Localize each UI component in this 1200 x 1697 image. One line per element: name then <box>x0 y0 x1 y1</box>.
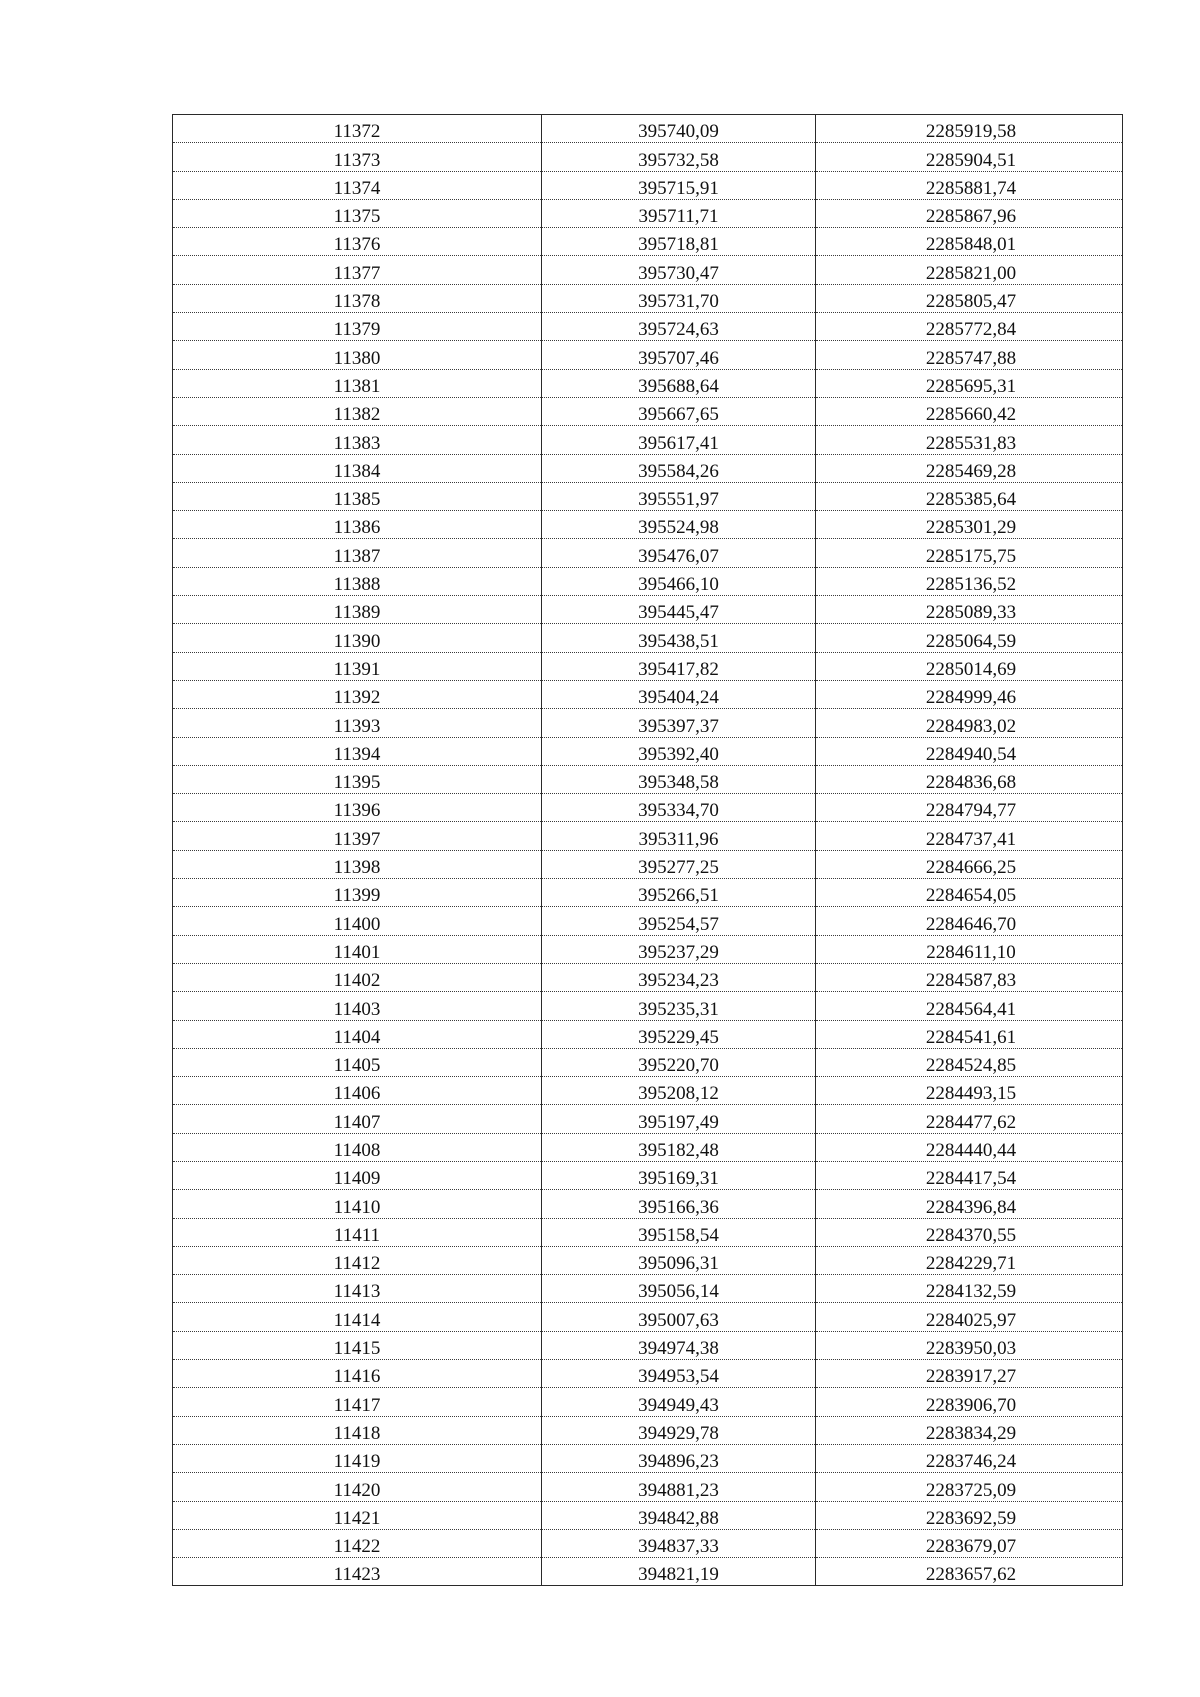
x-coordinate-cell: 395731,70 <box>542 284 816 312</box>
y-coordinate-cell: 2284524,85 <box>816 1048 1123 1076</box>
x-coordinate-cell: 395551,97 <box>542 482 816 510</box>
table-row <box>173 284 1123 312</box>
table-row <box>173 596 1123 624</box>
point-number-cell: 11403 <box>173 992 542 1020</box>
y-coordinate-cell: 2285089,33 <box>816 596 1123 624</box>
point-number-cell: 11397 <box>173 822 542 850</box>
table-row <box>173 228 1123 256</box>
point-number-cell: 11419 <box>173 1444 542 1472</box>
y-coordinate-cell: 2285385,64 <box>816 482 1123 510</box>
table-row <box>173 1501 1123 1529</box>
point-number-cell: 11379 <box>173 313 542 341</box>
x-coordinate-cell: 395182,48 <box>542 1133 816 1161</box>
point-number-cell: 11413 <box>173 1275 542 1303</box>
point-number-cell: 11391 <box>173 652 542 680</box>
x-coordinate-cell: 394837,33 <box>542 1529 816 1557</box>
point-number-cell: 11416 <box>173 1360 542 1388</box>
x-coordinate-cell: 394821,19 <box>542 1558 816 1586</box>
point-number-cell: 11404 <box>173 1020 542 1048</box>
table-row <box>173 1190 1123 1218</box>
x-coordinate-cell: 395197,49 <box>542 1105 816 1133</box>
point-number-cell: 11380 <box>173 341 542 369</box>
y-coordinate-cell: 2285772,84 <box>816 313 1123 341</box>
x-coordinate-cell: 395237,29 <box>542 935 816 963</box>
point-number-cell: 11388 <box>173 567 542 595</box>
x-coordinate-cell: 395235,31 <box>542 992 816 1020</box>
table-row <box>173 1303 1123 1331</box>
x-coordinate-cell: 395730,47 <box>542 256 816 284</box>
x-coordinate-cell: 394842,88 <box>542 1501 816 1529</box>
coordinates-table-body <box>173 115 1123 1586</box>
y-coordinate-cell: 2284132,59 <box>816 1275 1123 1303</box>
table-row <box>173 624 1123 652</box>
y-coordinate-cell: 2285904,51 <box>816 143 1123 171</box>
y-coordinate-cell: 2284587,83 <box>816 963 1123 991</box>
table-row <box>173 1161 1123 1189</box>
table-row <box>173 1105 1123 1133</box>
x-coordinate-cell: 395208,12 <box>542 1077 816 1105</box>
table-row <box>173 907 1123 935</box>
y-coordinate-cell: 2284999,46 <box>816 680 1123 708</box>
y-coordinate-cell: 2285301,29 <box>816 511 1123 539</box>
table-row <box>173 1246 1123 1274</box>
point-number-cell: 11417 <box>173 1388 542 1416</box>
table-row <box>173 1473 1123 1501</box>
table-row <box>173 1218 1123 1246</box>
x-coordinate-cell: 394896,23 <box>542 1444 816 1472</box>
point-number-cell: 11386 <box>173 511 542 539</box>
point-number-cell: 11407 <box>173 1105 542 1133</box>
x-coordinate-cell: 395229,45 <box>542 1020 816 1048</box>
point-number-cell: 11402 <box>173 963 542 991</box>
x-coordinate-cell: 394929,78 <box>542 1416 816 1444</box>
point-number-cell: 11401 <box>173 935 542 963</box>
x-coordinate-cell: 395056,14 <box>542 1275 816 1303</box>
point-number-cell: 11375 <box>173 199 542 227</box>
y-coordinate-cell: 2285064,59 <box>816 624 1123 652</box>
y-coordinate-cell: 2284541,61 <box>816 1020 1123 1048</box>
y-coordinate-cell: 2284370,55 <box>816 1218 1123 1246</box>
point-number-cell: 11381 <box>173 369 542 397</box>
x-coordinate-cell: 395334,70 <box>542 794 816 822</box>
table-row <box>173 454 1123 482</box>
y-coordinate-cell: 2284646,70 <box>816 907 1123 935</box>
point-number-cell: 11383 <box>173 426 542 454</box>
y-coordinate-cell: 2285136,52 <box>816 567 1123 595</box>
y-coordinate-cell: 2283950,03 <box>816 1331 1123 1359</box>
y-coordinate-cell: 2284440,44 <box>816 1133 1123 1161</box>
table-row <box>173 567 1123 595</box>
x-coordinate-cell: 395311,96 <box>542 822 816 850</box>
table-row <box>173 1020 1123 1048</box>
table-row <box>173 680 1123 708</box>
table-row <box>173 992 1123 1020</box>
x-coordinate-cell: 395166,36 <box>542 1190 816 1218</box>
table-row <box>173 199 1123 227</box>
point-number-cell: 11395 <box>173 765 542 793</box>
point-number-cell: 11420 <box>173 1473 542 1501</box>
table-row <box>173 1275 1123 1303</box>
table-row <box>173 426 1123 454</box>
y-coordinate-cell: 2284836,68 <box>816 765 1123 793</box>
y-coordinate-cell: 2283906,70 <box>816 1388 1123 1416</box>
point-number-cell: 11405 <box>173 1048 542 1076</box>
table-row <box>173 1388 1123 1416</box>
x-coordinate-cell: 395466,10 <box>542 567 816 595</box>
x-coordinate-cell: 395277,25 <box>542 850 816 878</box>
y-coordinate-cell: 2285805,47 <box>816 284 1123 312</box>
y-coordinate-cell: 2284666,25 <box>816 850 1123 878</box>
table-row <box>173 313 1123 341</box>
point-number-cell: 11377 <box>173 256 542 284</box>
y-coordinate-cell: 2283679,07 <box>816 1529 1123 1557</box>
x-coordinate-cell: 395096,31 <box>542 1246 816 1274</box>
y-coordinate-cell: 2284737,41 <box>816 822 1123 850</box>
table-row <box>173 850 1123 878</box>
point-number-cell: 11373 <box>173 143 542 171</box>
x-coordinate-cell: 395007,63 <box>542 1303 816 1331</box>
y-coordinate-cell: 2284654,05 <box>816 879 1123 907</box>
table-row <box>173 709 1123 737</box>
y-coordinate-cell: 2284417,54 <box>816 1161 1123 1189</box>
table-row <box>173 143 1123 171</box>
y-coordinate-cell: 2285848,01 <box>816 228 1123 256</box>
table-row <box>173 1416 1123 1444</box>
point-number-cell: 11412 <box>173 1246 542 1274</box>
x-coordinate-cell: 394881,23 <box>542 1473 816 1501</box>
table-row <box>173 935 1123 963</box>
x-coordinate-cell: 394949,43 <box>542 1388 816 1416</box>
point-number-cell: 11390 <box>173 624 542 652</box>
point-number-cell: 11409 <box>173 1161 542 1189</box>
table-row <box>173 1331 1123 1359</box>
table-row <box>173 1529 1123 1557</box>
y-coordinate-cell: 2285531,83 <box>816 426 1123 454</box>
y-coordinate-cell: 2284940,54 <box>816 737 1123 765</box>
table-row <box>173 879 1123 907</box>
y-coordinate-cell: 2284983,02 <box>816 709 1123 737</box>
point-number-cell: 11399 <box>173 879 542 907</box>
table-row <box>173 1444 1123 1472</box>
x-coordinate-cell: 395266,51 <box>542 879 816 907</box>
y-coordinate-cell: 2285867,96 <box>816 199 1123 227</box>
point-number-cell: 11392 <box>173 680 542 708</box>
x-coordinate-cell: 395348,58 <box>542 765 816 793</box>
point-number-cell: 11376 <box>173 228 542 256</box>
point-number-cell: 11422 <box>173 1529 542 1557</box>
point-number-cell: 11415 <box>173 1331 542 1359</box>
point-number-cell: 11414 <box>173 1303 542 1331</box>
y-coordinate-cell: 2285821,00 <box>816 256 1123 284</box>
table-row <box>173 369 1123 397</box>
y-coordinate-cell: 2285919,58 <box>816 115 1123 143</box>
y-coordinate-cell: 2283725,09 <box>816 1473 1123 1501</box>
x-coordinate-cell: 395724,63 <box>542 313 816 341</box>
x-coordinate-cell: 395584,26 <box>542 454 816 482</box>
point-number-cell: 11387 <box>173 539 542 567</box>
x-coordinate-cell: 395688,64 <box>542 369 816 397</box>
point-number-cell: 11410 <box>173 1190 542 1218</box>
x-coordinate-cell: 395220,70 <box>542 1048 816 1076</box>
x-coordinate-cell: 395438,51 <box>542 624 816 652</box>
point-number-cell: 11394 <box>173 737 542 765</box>
point-number-cell: 11411 <box>173 1218 542 1246</box>
x-coordinate-cell: 395417,82 <box>542 652 816 680</box>
table-row <box>173 822 1123 850</box>
table-row <box>173 171 1123 199</box>
table-row <box>173 1048 1123 1076</box>
point-number-cell: 11389 <box>173 596 542 624</box>
point-number-cell: 11374 <box>173 171 542 199</box>
x-coordinate-cell: 395667,65 <box>542 397 816 425</box>
table-row <box>173 1558 1123 1586</box>
point-number-cell: 11372 <box>173 115 542 143</box>
x-coordinate-cell: 395718,81 <box>542 228 816 256</box>
table-row <box>173 256 1123 284</box>
x-coordinate-cell: 395715,91 <box>542 171 816 199</box>
x-coordinate-cell: 395740,09 <box>542 115 816 143</box>
point-number-cell: 11398 <box>173 850 542 878</box>
y-coordinate-cell: 2284493,15 <box>816 1077 1123 1105</box>
x-coordinate-cell: 394953,54 <box>542 1360 816 1388</box>
y-coordinate-cell: 2285747,88 <box>816 341 1123 369</box>
point-number-cell: 11400 <box>173 907 542 935</box>
x-coordinate-cell: 395404,24 <box>542 680 816 708</box>
y-coordinate-cell: 2283834,29 <box>816 1416 1123 1444</box>
point-number-cell: 11382 <box>173 397 542 425</box>
y-coordinate-cell: 2284564,41 <box>816 992 1123 1020</box>
table-row <box>173 1360 1123 1388</box>
table-row <box>173 1077 1123 1105</box>
x-coordinate-cell: 395732,58 <box>542 143 816 171</box>
table-row <box>173 482 1123 510</box>
table-row <box>173 794 1123 822</box>
table-row <box>173 765 1123 793</box>
x-coordinate-cell: 395617,41 <box>542 426 816 454</box>
point-number-cell: 11423 <box>173 1558 542 1586</box>
y-coordinate-cell: 2283917,27 <box>816 1360 1123 1388</box>
table-row <box>173 341 1123 369</box>
x-coordinate-cell: 395707,46 <box>542 341 816 369</box>
y-coordinate-cell: 2284229,71 <box>816 1246 1123 1274</box>
point-number-cell: 11406 <box>173 1077 542 1105</box>
x-coordinate-cell: 395169,31 <box>542 1161 816 1189</box>
x-coordinate-cell: 395158,54 <box>542 1218 816 1246</box>
y-coordinate-cell: 2285175,75 <box>816 539 1123 567</box>
table-row <box>173 963 1123 991</box>
point-number-cell: 11421 <box>173 1501 542 1529</box>
y-coordinate-cell: 2284396,84 <box>816 1190 1123 1218</box>
y-coordinate-cell: 2283657,62 <box>816 1558 1123 1586</box>
table-row <box>173 397 1123 425</box>
y-coordinate-cell: 2284477,62 <box>816 1105 1123 1133</box>
y-coordinate-cell: 2285881,74 <box>816 171 1123 199</box>
point-number-cell: 11384 <box>173 454 542 482</box>
point-number-cell: 11408 <box>173 1133 542 1161</box>
y-coordinate-cell: 2283692,59 <box>816 1501 1123 1529</box>
x-coordinate-cell: 395476,07 <box>542 539 816 567</box>
table-row <box>173 511 1123 539</box>
point-number-cell: 11396 <box>173 794 542 822</box>
y-coordinate-cell: 2285469,28 <box>816 454 1123 482</box>
table-row <box>173 652 1123 680</box>
x-coordinate-cell: 395254,57 <box>542 907 816 935</box>
x-coordinate-cell: 394974,38 <box>542 1331 816 1359</box>
table-row <box>173 539 1123 567</box>
y-coordinate-cell: 2284794,77 <box>816 794 1123 822</box>
x-coordinate-cell: 395392,40 <box>542 737 816 765</box>
point-number-cell: 11418 <box>173 1416 542 1444</box>
y-coordinate-cell: 2285660,42 <box>816 397 1123 425</box>
x-coordinate-cell: 395234,23 <box>542 963 816 991</box>
table-row <box>173 115 1123 143</box>
x-coordinate-cell: 395524,98 <box>542 511 816 539</box>
y-coordinate-cell: 2283746,24 <box>816 1444 1123 1472</box>
point-number-cell: 11378 <box>173 284 542 312</box>
point-number-cell: 11385 <box>173 482 542 510</box>
y-coordinate-cell: 2285014,69 <box>816 652 1123 680</box>
x-coordinate-cell: 395397,37 <box>542 709 816 737</box>
y-coordinate-cell: 2285695,31 <box>816 369 1123 397</box>
point-number-cell: 11393 <box>173 709 542 737</box>
x-coordinate-cell: 395711,71 <box>542 199 816 227</box>
coordinates-table <box>172 114 1123 1586</box>
table-row <box>173 1133 1123 1161</box>
y-coordinate-cell: 2284611,10 <box>816 935 1123 963</box>
x-coordinate-cell: 395445,47 <box>542 596 816 624</box>
y-coordinate-cell: 2284025,97 <box>816 1303 1123 1331</box>
table-row <box>173 737 1123 765</box>
